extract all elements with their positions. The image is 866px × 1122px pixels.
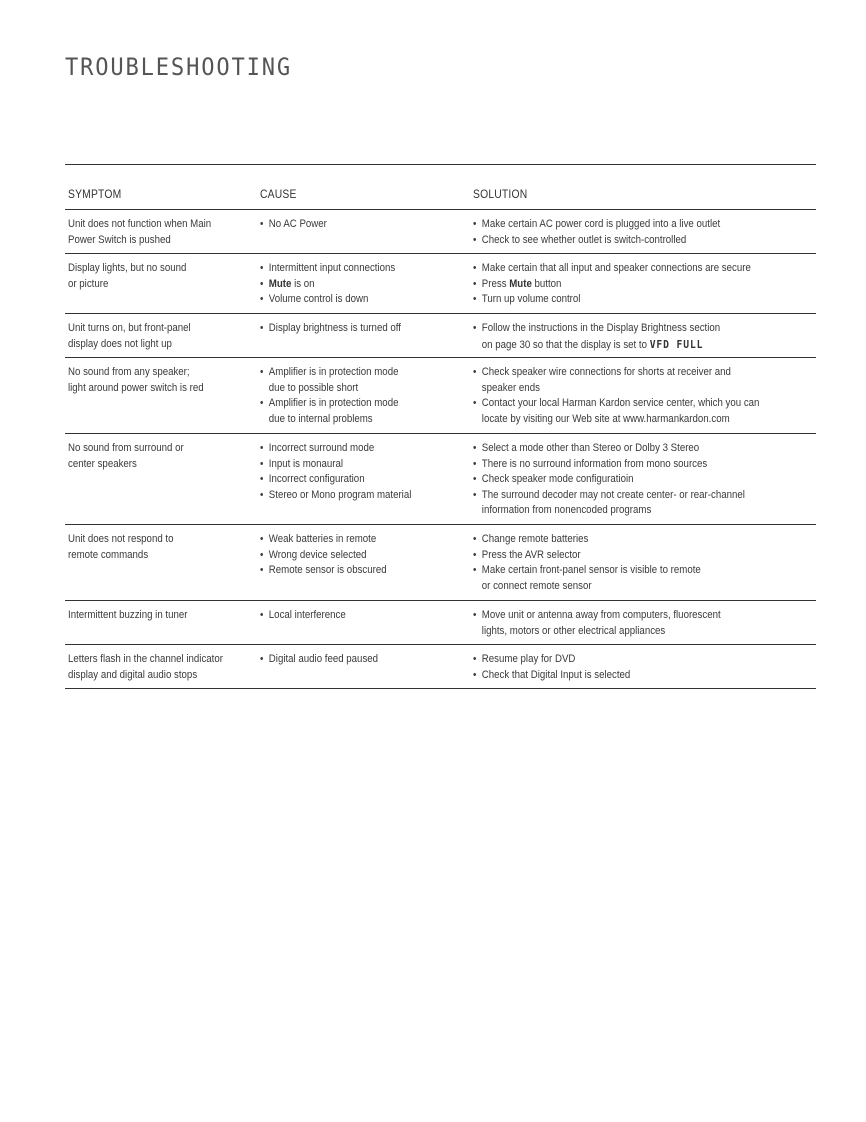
cause-item <box>260 396 477 427</box>
solution-list <box>473 217 817 248</box>
bullet-icon: • <box>473 533 477 545</box>
cause-text: Mute is on <box>268 277 315 290</box>
solution-text: Make certain AC power cord is plugged into a live outlet <box>481 218 721 230</box>
cause-item <box>260 532 477 548</box>
symptom-text-inner: Intermittent buzzing in tuner <box>68 609 188 621</box>
solution-cell <box>473 217 816 247</box>
symptom-text-inner: No sound from any speaker; light around power switch is red <box>68 366 204 394</box>
table-row <box>65 314 816 358</box>
solution-item <box>473 548 817 564</box>
solution-list <box>473 532 817 594</box>
solution-header-cell <box>473 189 816 201</box>
solution-cell <box>473 652 816 682</box>
symptom-text <box>68 532 260 563</box>
symptom-cell <box>65 532 260 594</box>
bullet-icon: • <box>260 653 264 665</box>
symptom-text-inner: Letters flash in the channel indicator display and digital audio stops <box>68 653 223 681</box>
cause-list <box>260 261 477 308</box>
cause-text: Remote sensor is obscured <box>268 564 387 576</box>
solution-text: Make certain that all input and speaker connections are secure <box>481 262 751 274</box>
bullet-icon: • <box>473 277 477 290</box>
cause-cell <box>260 441 473 518</box>
cause-header: CAUSE <box>260 189 297 201</box>
cause-item <box>260 652 477 668</box>
cause-item <box>260 608 477 624</box>
bullet-icon: • <box>260 488 264 501</box>
solution-cell <box>473 532 816 594</box>
solution-item <box>473 652 817 668</box>
cause-text: Display brightness is turned off <box>268 322 401 334</box>
bullet-icon: • <box>260 397 264 409</box>
bullet-icon: • <box>473 564 477 576</box>
solution-text: Follow the instructions in the Display Brightness section on page 30 so that the display is set to <box>481 322 721 351</box>
bullet-icon: • <box>260 457 264 470</box>
bullet-icon: • <box>473 233 477 246</box>
solution-text: Check speaker mode configuratioin <box>481 473 634 485</box>
symptom-cell <box>65 652 260 682</box>
solution-text: Contact your local Harman Kardon service center, which you can locate by visiting our Web site at www.harmankardon.com <box>481 397 760 425</box>
solution-text: Press the AVR selector <box>481 548 581 561</box>
solution-text: Turn up volume control <box>481 293 581 305</box>
symptom-text-inner: Display lights, but no sound or picture <box>68 262 187 290</box>
cause-list <box>260 217 477 233</box>
cause-text: Digital audio feed paused <box>268 653 379 665</box>
solution-item <box>473 563 817 594</box>
bullet-icon: • <box>473 322 477 334</box>
solution-list <box>473 441 817 519</box>
cause-item <box>260 292 477 308</box>
bullet-icon: • <box>260 533 264 545</box>
cause-cell <box>260 652 473 682</box>
bullet-icon: • <box>473 293 477 305</box>
cause-list <box>260 365 477 427</box>
symptom-text <box>68 441 260 472</box>
cause-text: Volume control is down <box>268 293 369 305</box>
cause-text: Amplifier is in protection mode due to possible short <box>268 366 399 394</box>
bullet-icon: • <box>260 262 264 274</box>
table-row <box>65 434 816 525</box>
cause-header-cell <box>260 189 473 201</box>
bullet-icon: • <box>260 473 264 485</box>
cause-item <box>260 488 477 504</box>
symptom-cell <box>65 441 260 518</box>
cause-list <box>260 652 477 668</box>
symptom-header: SYMPTOM <box>68 189 122 201</box>
solution-list <box>473 321 817 353</box>
cause-text: Local interference <box>268 609 346 621</box>
solution-list <box>473 365 817 427</box>
symptom-text <box>68 608 260 624</box>
cause-text: Incorrect surround mode <box>268 442 375 454</box>
cause-text: Input is monaural <box>268 457 344 470</box>
cause-text: Weak batteries in remote <box>268 533 377 545</box>
cause-text: Incorrect configuration <box>268 473 365 485</box>
cause-item <box>260 261 477 277</box>
bullet-icon: • <box>260 609 264 621</box>
symptom-text <box>68 261 260 292</box>
cause-list <box>260 441 477 503</box>
symptom-text-inner: Unit does not function when Main Power Switch is pushed <box>68 218 212 246</box>
bullet-icon: • <box>473 366 477 378</box>
bullet-icon: • <box>260 322 264 334</box>
bullet-icon: • <box>473 473 477 485</box>
vfd-display-text: VFD FULL <box>649 337 704 351</box>
cause-text: Wrong device selected <box>268 548 367 561</box>
solution-cell <box>473 261 816 307</box>
cause-item <box>260 548 477 564</box>
solution-item <box>473 472 817 488</box>
symptom-text-inner: No sound from surround or center speakers <box>68 442 184 470</box>
table-row <box>65 645 816 689</box>
solution-item <box>473 668 817 684</box>
cause-cell <box>260 532 473 594</box>
solution-text: The surround decoder may not create center- or rear-channel information from nonencoded programs <box>481 488 745 516</box>
bullet-icon: • <box>473 218 477 230</box>
table-row <box>65 358 816 434</box>
cause-text: Stereo or Mono program material <box>268 488 412 501</box>
bullet-icon: • <box>473 653 477 665</box>
solution-cell <box>473 608 816 638</box>
troubleshooting-table <box>65 164 816 689</box>
bullet-icon: • <box>260 277 264 290</box>
symptom-text <box>68 321 260 352</box>
solution-item <box>473 488 817 519</box>
table-row <box>65 210 816 254</box>
table-row <box>65 525 816 601</box>
cause-item <box>260 441 477 457</box>
bullet-icon: • <box>473 457 477 470</box>
cause-cell <box>260 217 473 247</box>
solution-text: Move unit or antenna away from computers, fluorescent lights, motors or other electrical appliances <box>481 609 721 637</box>
solution-item <box>473 321 817 353</box>
bullet-icon: • <box>473 668 477 681</box>
solution-item <box>473 396 817 427</box>
bullet-icon: • <box>260 366 264 378</box>
cause-item <box>260 321 477 337</box>
solution-item <box>473 292 817 308</box>
solution-text: Press Mute button <box>481 277 562 290</box>
solution-text: Select a mode other than Stereo or Dolby 3 Stereo <box>481 442 700 454</box>
symptom-cell <box>65 261 260 307</box>
solution-text: Change remote batteries <box>481 533 589 545</box>
table-body <box>65 210 816 689</box>
solution-item <box>473 217 817 233</box>
symptom-cell <box>65 608 260 638</box>
cause-item <box>260 563 477 579</box>
bullet-icon: • <box>473 609 477 621</box>
page-title: TROUBLESHOOTING <box>65 53 293 81</box>
bullet-icon: • <box>260 548 264 561</box>
cause-item <box>260 217 477 233</box>
solution-text: Make certain front-panel sensor is visible to remote or connect remote sensor <box>481 564 701 592</box>
cause-cell <box>260 365 473 427</box>
symptom-header-cell <box>65 189 260 201</box>
cause-list <box>260 321 477 337</box>
solution-text: Resume play for DVD <box>481 653 576 665</box>
solution-item <box>473 457 817 473</box>
solution-header: SOLUTION <box>473 189 528 201</box>
cause-item <box>260 365 477 396</box>
solution-cell <box>473 365 816 427</box>
solution-item <box>473 277 817 293</box>
table-row <box>65 254 816 314</box>
table-header-row <box>65 165 816 210</box>
symptom-text <box>68 217 260 248</box>
symptom-text <box>68 652 260 683</box>
solution-item <box>473 261 817 277</box>
bullet-icon: • <box>473 488 477 501</box>
cause-cell <box>260 321 473 351</box>
bullet-icon: • <box>260 218 264 230</box>
symptom-text-inner: Unit turns on, but front-panel display does not light up <box>68 322 191 350</box>
cause-text: Intermittent input connections <box>268 262 396 274</box>
symptom-text <box>68 365 260 396</box>
cause-list <box>260 608 477 624</box>
bullet-icon: • <box>473 442 477 454</box>
bullet-icon: • <box>473 262 477 274</box>
solution-cell <box>473 321 816 351</box>
solution-item <box>473 233 817 249</box>
bullet-icon: • <box>473 397 477 409</box>
solution-cell <box>473 441 816 518</box>
solution-text: There is no surround information from mono sources <box>481 457 708 470</box>
bullet-icon: • <box>473 548 477 561</box>
cause-text: Amplifier is in protection mode due to internal problems <box>268 397 399 425</box>
cause-cell <box>260 608 473 638</box>
solution-text: Check that Digital Input is selected <box>481 668 631 681</box>
solution-text: Check speaker wire connections for shorts at receiver and speaker ends <box>481 366 731 394</box>
bullet-icon: • <box>260 564 264 576</box>
cause-list <box>260 532 477 579</box>
cause-text: No AC Power <box>268 218 327 230</box>
solution-item <box>473 532 817 548</box>
cause-item <box>260 457 477 473</box>
cause-cell <box>260 261 473 307</box>
bullet-icon: • <box>260 293 264 305</box>
bullet-icon: • <box>260 442 264 454</box>
symptom-cell <box>65 321 260 351</box>
table-row <box>65 601 816 645</box>
solution-list <box>473 652 817 683</box>
symptom-cell <box>65 365 260 427</box>
solution-list <box>473 261 817 308</box>
symptom-text-inner: Unit does not respond to remote commands <box>68 533 174 561</box>
cause-item <box>260 277 477 293</box>
solution-item <box>473 441 817 457</box>
solution-item <box>473 365 817 396</box>
symptom-cell <box>65 217 260 247</box>
solution-item <box>473 608 817 639</box>
solution-list <box>473 608 817 639</box>
cause-item <box>260 472 477 488</box>
solution-text: Check to see whether outlet is switch-controlled <box>481 233 687 246</box>
